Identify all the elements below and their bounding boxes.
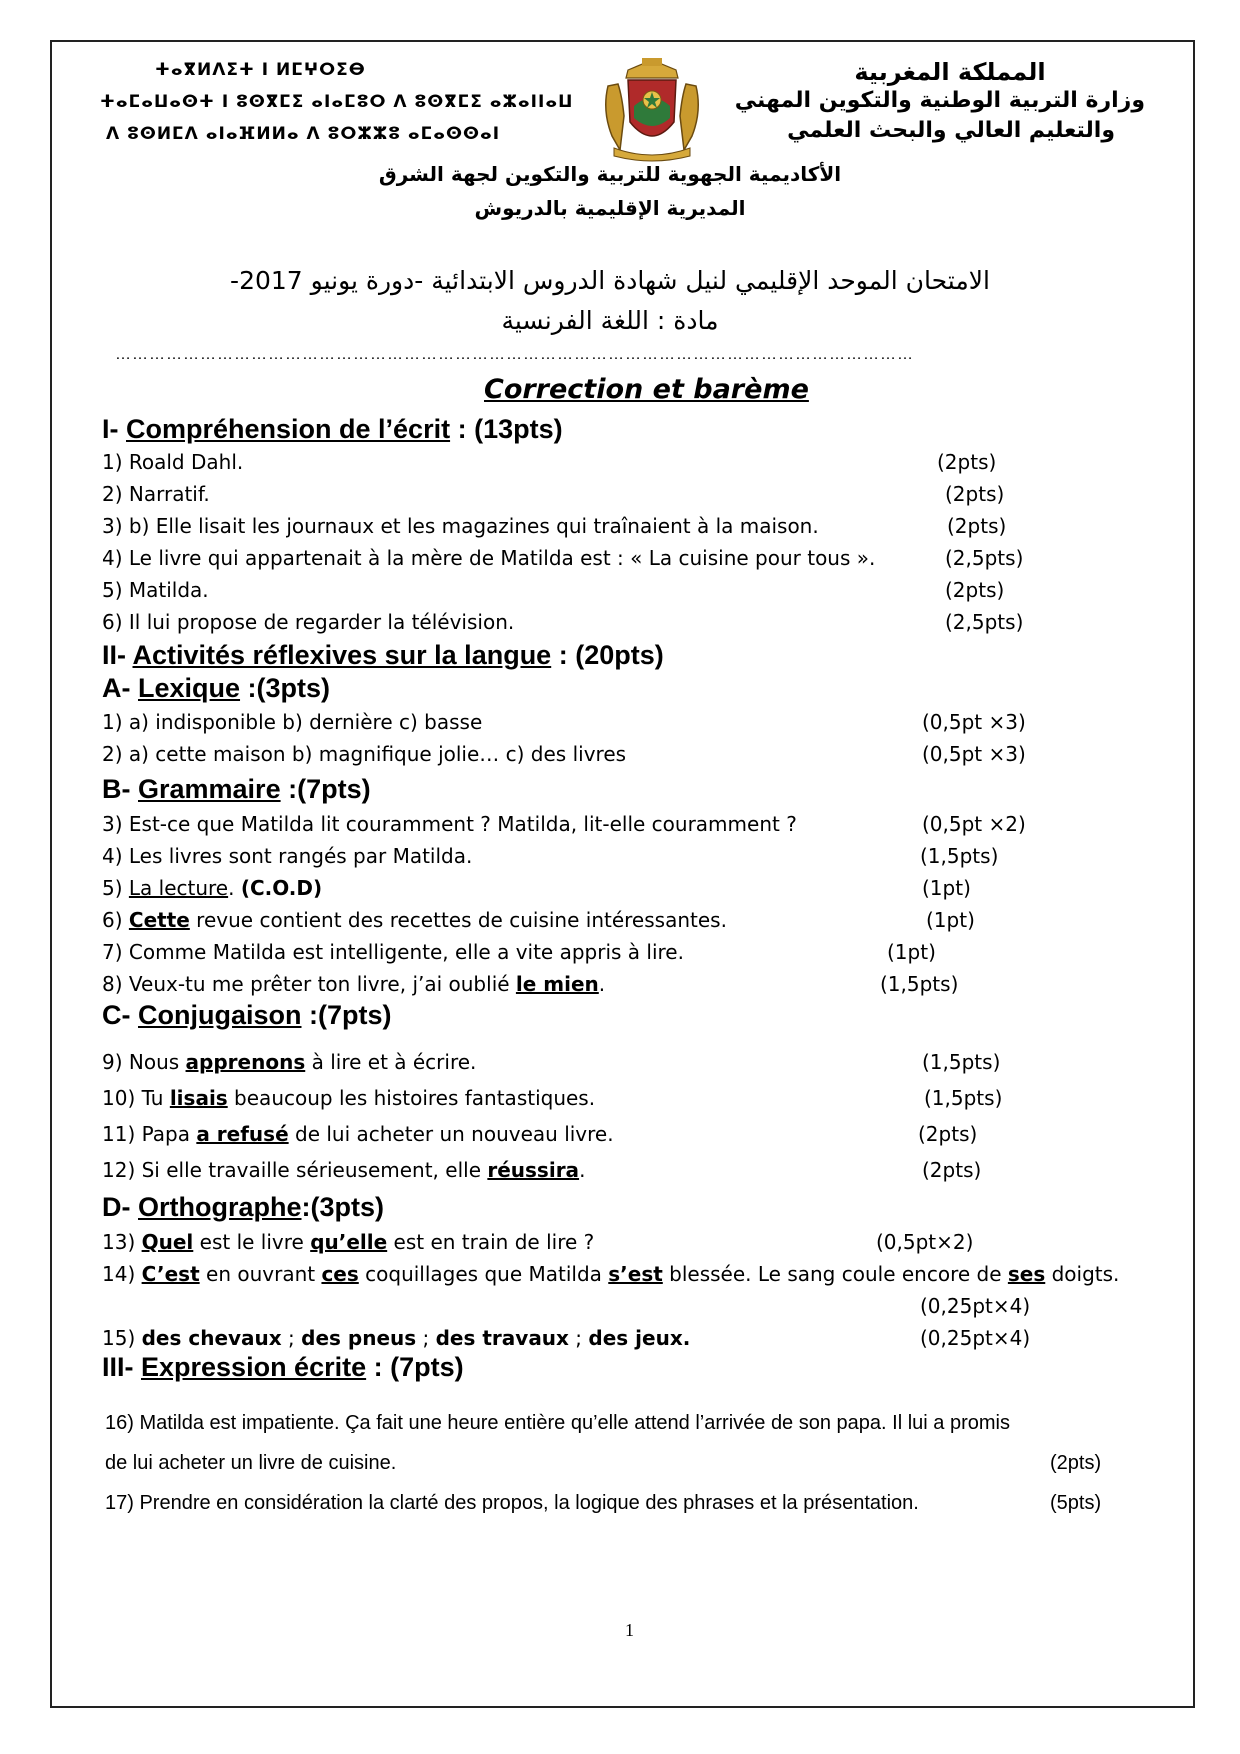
- answer-q6: 6) Il lui propose de regarder la télévision.: [102, 610, 515, 634]
- points-o14: (0,25pt×4): [920, 1294, 1031, 1318]
- points-g7: (1pt): [887, 940, 936, 964]
- tifinagh-line-1: ⵜⴰⴳⵍⴷⵉⵜ ⵏ ⵍⵎⵖⵔⵉⴱ: [155, 60, 366, 80]
- points-c12: (2pts): [922, 1158, 982, 1182]
- kingdom-of-morocco: المملكة المغربية: [854, 58, 1046, 86]
- points-g6: (1pt): [926, 908, 975, 932]
- points-g8: (1,5pts): [880, 972, 959, 996]
- points-g3: (0,5pt ×2): [922, 812, 1026, 836]
- points-q1: (2pts): [937, 450, 997, 474]
- answer-l2: 2) a) cette maison b) magnifique jolie… c) des livres: [102, 742, 627, 766]
- page-title: Correction et barème: [484, 374, 809, 405]
- points-o13: (0,5pt×2): [876, 1230, 974, 1254]
- answer-c12: 12) Si elle travaille sérieusement, elle réussira.: [102, 1158, 586, 1182]
- points-q2: (2pts): [945, 482, 1005, 506]
- answer-g5: 5) La lecture. (C.O.D): [102, 876, 323, 900]
- answer-g4: 4) Les livres sont rangés par Matilda.: [102, 844, 473, 868]
- points-o15: (0,25pt×4): [920, 1326, 1031, 1350]
- points-l2: (0,5pt ×3): [922, 742, 1026, 766]
- answer-g8: 8) Veux-tu me prêter ton livre, j’ai oublié le mien.: [102, 972, 606, 996]
- subsection-a-heading: A- Lexique :(3pts): [102, 673, 331, 703]
- dotted-separator: ……………………………………………………………………………………………………………………………: [115, 346, 914, 363]
- answer-e17: 17) Prendre en considération la clarté des propos, la logique des phrases et la présentation.: [105, 1492, 919, 1514]
- regional-academy: الأكاديمية الجهوية للتربية والتكوين لجهة الشرق: [378, 162, 842, 186]
- points-q3: (2pts): [947, 514, 1007, 538]
- points-g5: (1pt): [922, 876, 971, 900]
- answer-e16-line-1: 16) Matilda est impatiente. Ça fait une heure entière qu’elle attend l’arrivée de son papa. Il lui a promis: [105, 1412, 1010, 1434]
- answer-q2: 2) Narratif.: [102, 482, 210, 506]
- ministry-line-2: والتعليم العالي والبحث العلمي: [787, 118, 1115, 143]
- answer-g3: 3) Est-ce que Matilda lit couramment ? Matilda, lit-elle couramment ?: [102, 812, 797, 836]
- answer-q1: 1) Roald Dahl.: [102, 450, 244, 474]
- provincial-directorate: المديرية الإقليمية بالدريوش: [474, 196, 746, 220]
- answer-g7: 7) Comme Matilda est intelligente, elle a vite appris à lire.: [102, 940, 684, 964]
- points-q5: (2pts): [945, 578, 1005, 602]
- points-c10: (1,5pts): [924, 1086, 1003, 1110]
- points-l1: (0,5pt ×3): [922, 710, 1026, 734]
- answer-c11: 11) Papa a refusé de lui acheter un nouveau livre.: [102, 1122, 614, 1146]
- page-number: 1: [625, 1620, 634, 1640]
- points-c9: (1,5pts): [922, 1050, 1001, 1074]
- points-c11: (2pts): [918, 1122, 978, 1146]
- answer-g6: 6) Cette revue contient des recettes de cuisine intéressantes.: [102, 908, 727, 932]
- subsection-b-heading: B- Grammaire :(7pts): [102, 774, 371, 804]
- answer-q5: 5) Matilda.: [102, 578, 209, 602]
- answer-o14: 14) C’est en ouvrant ces coquillages que Matilda s’est blessée. Le sang coule encore de ses doigts.: [102, 1262, 1120, 1286]
- answer-o13: 13) Quel est le livre qu’elle est en train de lire ?: [102, 1230, 595, 1254]
- points-q4: (2,5pts): [945, 546, 1024, 570]
- points-g4: (1,5pts): [920, 844, 999, 868]
- points-e17: (5pts): [1050, 1492, 1102, 1514]
- subsection-c-heading: C- Conjugaison :(7pts): [102, 1000, 392, 1030]
- section-3-heading: III- Expression écrite : (7pts): [102, 1352, 464, 1382]
- section-2-heading: II- Activités réflexives sur la langue : (20pts): [102, 640, 664, 670]
- points-e16: (2pts): [1050, 1452, 1102, 1474]
- exam-subject: مادة : اللغة الفرنسية: [501, 306, 719, 335]
- subsection-d-heading: D- Orthographe:(3pts): [102, 1192, 385, 1222]
- moroccan-coat-of-arms-emblem: [598, 56, 706, 162]
- answer-o15: 15) des chevaux ; des pneus ; des travaux ; des jeux.: [102, 1326, 691, 1350]
- exam-title: الامتحان الموحد الإقليمي لنيل شهادة الدروس الابتدائية -دورة يونيو 2017-: [230, 266, 990, 295]
- answer-l1: 1) a) indisponible b) dernière c) basse: [102, 710, 483, 734]
- answer-c10: 10) Tu lisais beaucoup les histoires fantastiques.: [102, 1086, 596, 1110]
- answer-c9: 9) Nous apprenons à lire et à écrire.: [102, 1050, 477, 1074]
- answer-e16-line-2: de lui acheter un livre de cuisine.: [105, 1452, 397, 1474]
- points-q6: (2,5pts): [945, 610, 1024, 634]
- answer-q4: 4) Le livre qui appartenait à la mère de Matilda est : « La cuisine pour tous ».: [102, 546, 876, 570]
- tifinagh-line-3: ⴷ ⵓⵙⵍⵎⴷ ⴰⵏⴰⴼⵍⵍⴰ ⴷ ⵓⵔⵣⵣⵓ ⴰⵎⴰⵙⵙⴰⵏ: [106, 124, 501, 144]
- ministry-line-1: وزارة التربية الوطنية والتكوين المهني: [734, 88, 1145, 113]
- section-1-heading: I- Compréhension de l’écrit : (13pts): [102, 414, 563, 444]
- answer-q3: 3) b) Elle lisait les journaux et les magazines qui traînaient à la maison.: [102, 514, 819, 538]
- tifinagh-line-2: ⵜⴰⵎⴰⵡⴰⵙⵜ ⵏ ⵓⵙⴳⵎⵉ ⴰⵏⴰⵎⵓⵔ ⴷ ⵓⵙⴳⵎⵉ ⴰⵣⴰⵏⵏⴰⵡ: [100, 92, 574, 112]
